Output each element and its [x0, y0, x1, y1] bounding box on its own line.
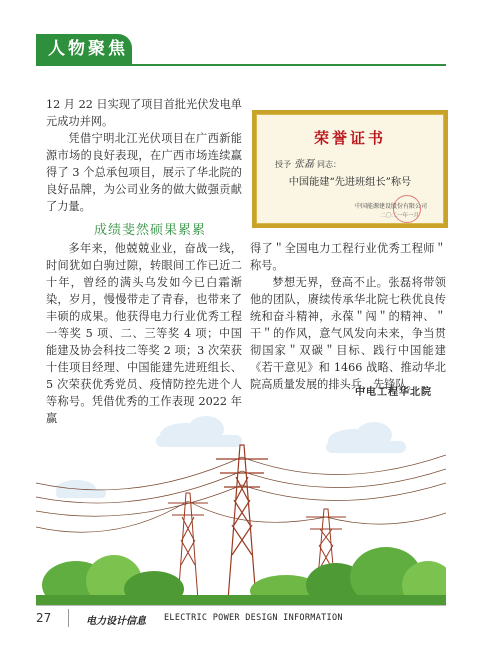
paragraph: 梦想无界，登高不止。张磊将带领他的团队，赓续传承华北院七秩优良传统和奋斗精神，永葆＂闯＂的精神、＂干＂的作风，意气风发向未来，争当贯彻国家＂双碳＂目标、践行中国能建《若干意见》和 1466 战略、推动华北院高质量发展的排头兵、先锋队。 [250, 276, 446, 391]
grant-name: 张磊 [294, 159, 314, 170]
paragraph: 多年来，他兢兢业业，奋战一线，时间犹如白驹过隙，转眼间工作已近二十年，曾经的满头乌发如今已白霜渐染，岁月，慢慢带走了青春，也带来了丰硕的成果。他获得电力行业优秀工程一等奖 5 项、二、三等奖 4 项；中国能建及协会科技二等奖 2 项；3 次荣获十佳项目经理、中国能建先进班组长、5 次荣获优秀党员、疫情防控先进个人等称号。凭借优秀的工作表现 2022 年赢 [46, 242, 242, 425]
footer-divider [68, 609, 69, 627]
cloud-icon [56, 416, 406, 498]
article-column-left-top [46, 96, 242, 215]
page-number: 27 [36, 611, 52, 625]
certificate-issuer: 中国能源建设股份有限公司 [354, 203, 427, 210]
header-rule [36, 64, 446, 66]
certificate-grant-line [275, 155, 341, 170]
power-tower-illustration [36, 405, 446, 605]
section-subheading: 成绩斐然硕果累累 [94, 223, 207, 238]
certificate-inner [256, 114, 444, 224]
paragraph: 得了＂全国电力工程行业优秀工程师＂称号。 [250, 242, 446, 272]
footer-rule [36, 605, 446, 606]
certificate-date: 二〇二一年一月 [380, 213, 419, 219]
grant-prefix: 授予 [275, 160, 291, 169]
certificate-title: 荣誉证书 [313, 129, 386, 147]
transmission-tower-icon [216, 445, 268, 600]
journal-name-cn: 电力设计信息 [86, 616, 146, 627]
section-title-tab: 人物聚焦 [36, 34, 132, 64]
article-credit: 中电工程华北院 [355, 387, 432, 398]
paragraph: 凭借宁明北江光伏项目在广西新能源市场的良好表现，在广西市场连续赢得了 3 个总承包项目，展示了华北院的良好品牌，为公司业务的做大做强贡献了力量。 [46, 132, 242, 213]
article-column-left-bottom [46, 240, 242, 427]
journal-name-en: ELECTRIC POWER DESIGN INFORMATION [164, 613, 343, 623]
paragraph: 12 月 22 日实现了项目首批光伏发电单元成功并网。 [46, 98, 242, 128]
grant-suffix: 同志： [317, 160, 341, 169]
honor-certificate-image [252, 110, 448, 228]
trees [36, 547, 446, 605]
certificate-body: 中国能建“先进班组长”称号 [288, 177, 412, 188]
article-column-right [250, 240, 446, 393]
